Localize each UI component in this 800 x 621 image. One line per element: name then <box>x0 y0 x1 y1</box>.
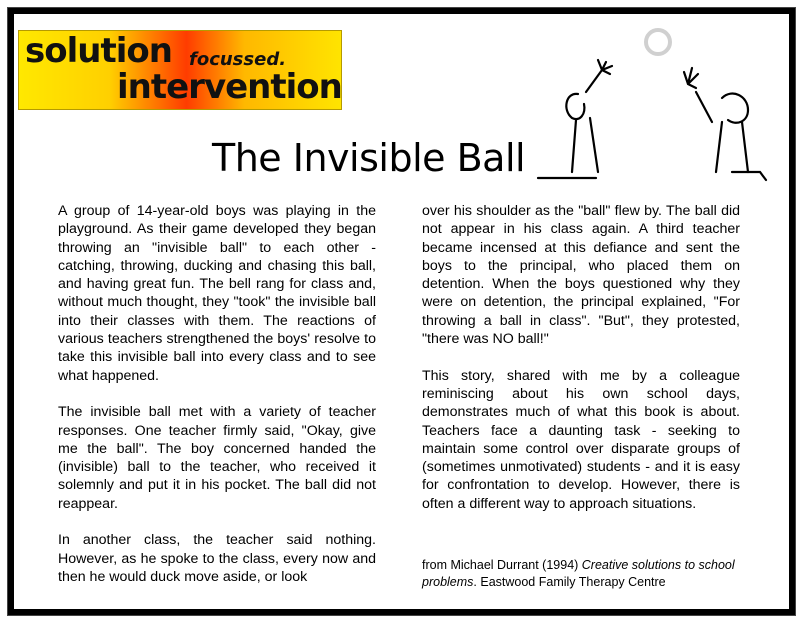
logo-word-focussed: focussed. <box>189 49 287 70</box>
left-figure-icon <box>538 60 612 178</box>
paragraph: A group of 14-year-old boys was playing in the playground. As their game developed they began throwing an "invisible ball" to each other - catching, throwing, ducking and chasing this ball, and having great fun. The bell rang for class and, without much thought, they "took" the invisible ball into their classes with them. The reactions of various teachers strengthened the boys' resolve to take this invisible ball into every class and to see what happened. <box>58 203 376 384</box>
citation-book-title: Creative solutions to school problems <box>422 558 735 589</box>
paragraph: In another class, the teacher said nothing. However, as he spoke to the class, every now and then he would duck move aside, or look <box>58 532 376 585</box>
page-title: The Invisible Ball <box>212 136 526 180</box>
citation <box>422 557 752 590</box>
paragraph: over his shoulder as the "ball" flew by. The ball did not appear in his class again. A third teacher became incensed at this defiance and sent the boys to the principal, who placed them on detention. When the boys questioned why they were on detention, the principal explained, "For throwing a ball in class". "But", they protested, "there was NO ball!" <box>422 203 740 348</box>
right-figure-icon <box>684 68 766 180</box>
ball-icon <box>646 30 670 54</box>
logo-word-intervention: intervention <box>117 67 342 107</box>
left-column <box>58 202 376 605</box>
right-column <box>422 202 740 531</box>
paragraph: The invisible ball met with a variety of teacher responses. One teacher firmly said, "Okay, give me the ball". The boy concerned handed the (invisible) ball to the teacher, who received it solemnly and put it in his pocket. The ball did not reappear. <box>58 404 376 512</box>
citation-prefix: from Michael Durrant (1994) <box>422 558 582 572</box>
paragraph: This story, shared with me by a colleague reminiscing about his own school days, demonstrates much of what this book is about. Teachers face a daunting task - seeking to maintain some control over disparate groups of (sometimes unmotivated) students - and it is easy for confrontation to develop. However, there is often a different way to approach situations. <box>422 367 740 512</box>
logo-word-solution: solution <box>25 31 172 71</box>
citation-suffix: . Eastwood Family Therapy Centre <box>473 574 666 589</box>
logo <box>18 30 342 110</box>
illustration-two-figures <box>536 22 776 184</box>
